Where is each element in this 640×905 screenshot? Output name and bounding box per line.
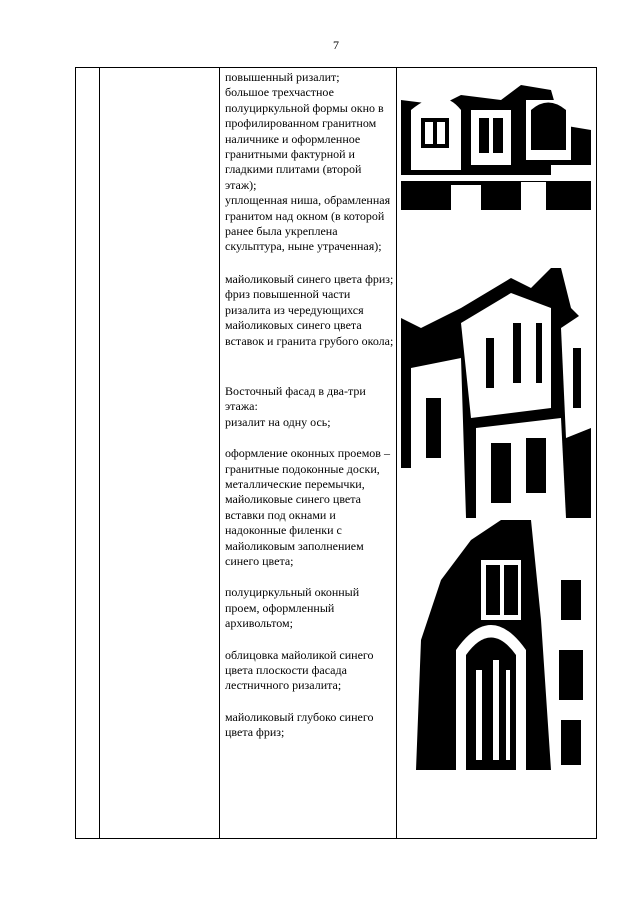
description-column [225,70,395,741]
column-divider [219,68,220,838]
page-number: 7 [333,38,339,52]
description-paragraph: облицовка майоликой синего цвета плоскости фасада лестничного ризалита; [225,647,374,693]
facade-photo-risalit-top [401,70,591,210]
column-divider [99,68,100,838]
description-paragraph: майоликовый синего цвета фриз; фриз повышенной части ризалита из чередующихся майоликовых синего цвета вставок и гранита грубого окола; [225,271,394,348]
facade-photo-building-corner [401,268,591,518]
description-paragraph: майоликовый глубоко синего цвета фриз; [225,709,374,740]
column-divider [396,68,397,838]
description-paragraph: оформление оконных проемов – гранитные подоконные доски, металлические перемычки, майоликовые синего цвета вставки под окнами и надоконные филенки с майоликовым заполнением синего цвета; [225,446,390,568]
description-paragraph: повышенный ризалит; большое трехчастное полуциркульной формы окно в профилированном гранитном наличнике и оформленное гранитными фактурной и гладкими плитами (второй этаж); уплощенная ниша, обрамленная гранитом над окном (в которой ранее была укреплена скульптура, ныне утраченная); [225,70,391,254]
description-paragraph: полуциркульный оконный проем, оформленный архивольтом; [225,585,360,631]
description-paragraph: Восточный фасад в два-три этажа: ризалит на одну ось; [225,383,366,429]
facade-photo-arched-window [401,520,591,770]
